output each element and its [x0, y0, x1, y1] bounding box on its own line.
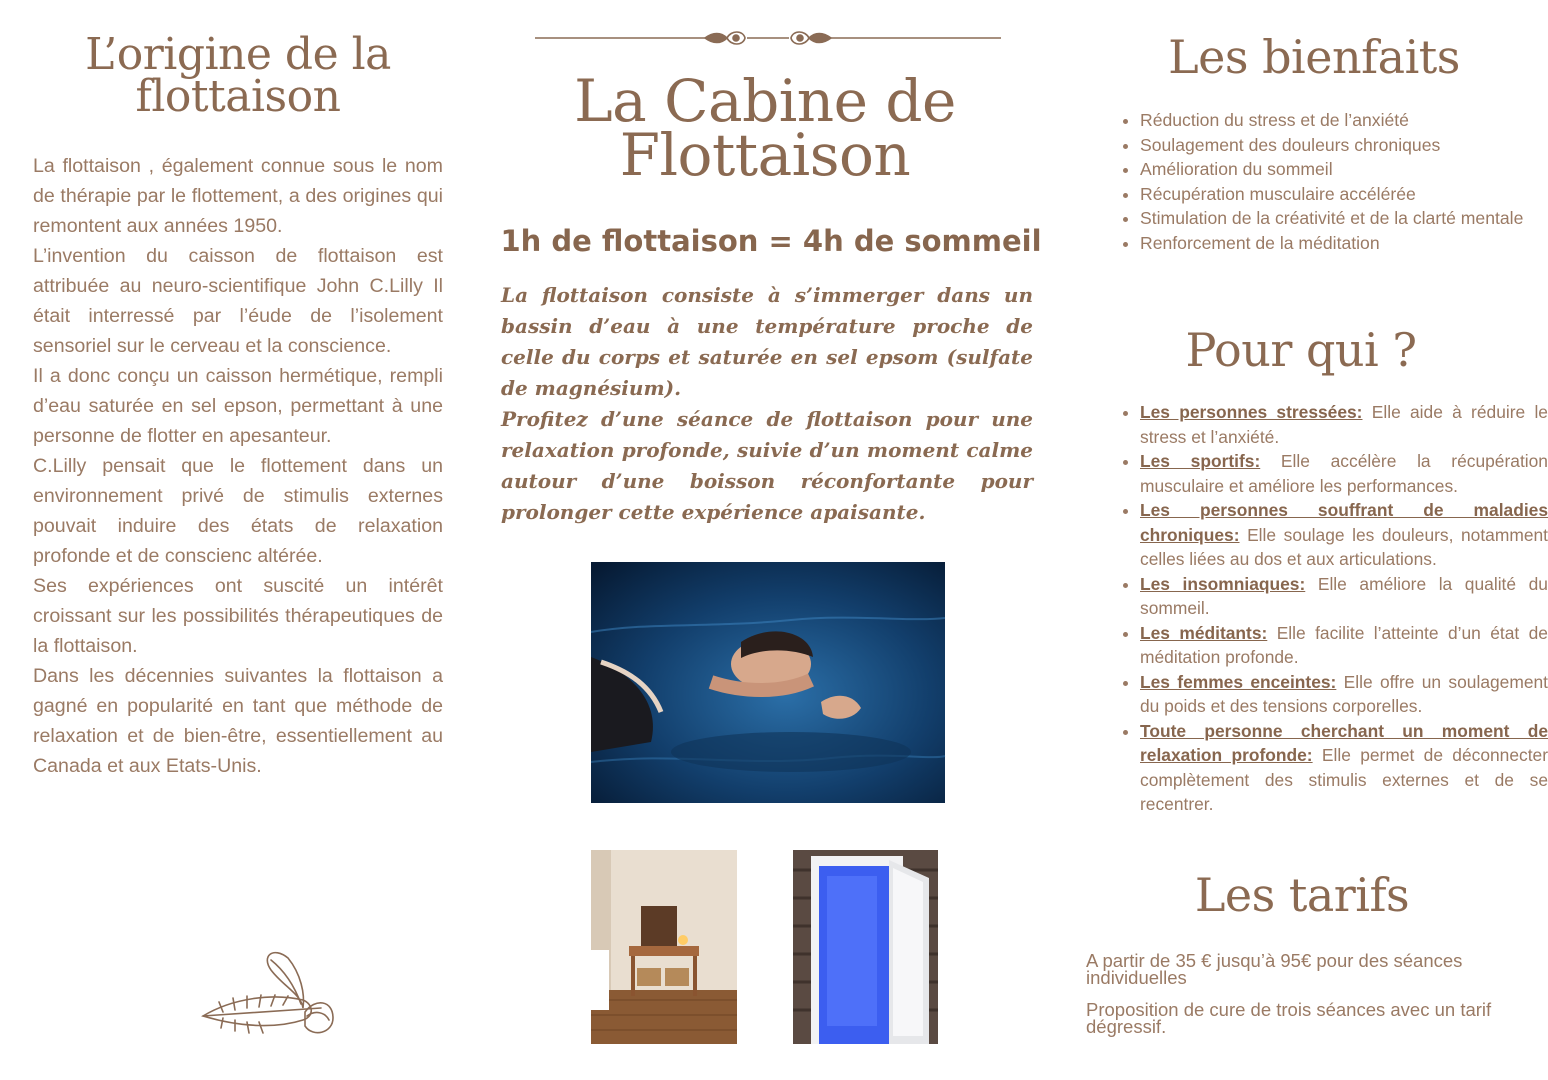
- cabin-description: [501, 280, 1033, 528]
- audience-title: Pour qui ?: [1185, 323, 1417, 377]
- origin-title-line1: L’origine de la: [85, 29, 391, 80]
- origin-title: [13, 29, 463, 122]
- list-item: [1140, 719, 1548, 817]
- origin-paragraph: Il a donc conçu un caisson hermétique, rempli d’eau saturée en sel epson, permettant à une personne de flotter en apesanteur.: [33, 365, 443, 447]
- audience-label: Les femmes enceintes:: [1140, 671, 1337, 692]
- origin-title-line2: flottaison: [135, 71, 341, 122]
- relaxation-room-photo: [591, 850, 737, 1044]
- description-paragraph: Profitez d’une séance de flottaison pour une relaxation profonde, suivie d’un moment calme autour d’une boisson réconfortante pour prolonger cette expérience apaisante.: [501, 407, 1033, 524]
- list-item: • Soulagement des douleurs chroniques: [1140, 133, 1528, 158]
- origin-paragraph: La flottaison , également connue sous le nom de thérapie par le flottement, a des origines qui remontent aux années 1950.: [33, 155, 443, 237]
- audience-text: Elle améliore la qualité du sommeil.: [1140, 573, 1548, 618]
- list-item: [1140, 572, 1548, 621]
- audience-list: [1108, 400, 1548, 817]
- audience-text: Elle permet de déconnecter complètement des stimulis externes et de se recentrer.: [1140, 745, 1548, 814]
- price-line: A partir de 35 € jusqu’à 95€ pour des séances individuelles: [1086, 950, 1463, 988]
- audience-text: Elle offre un soulagement du poids et des tensions corporelles.: [1140, 671, 1548, 716]
- pricing-title: Les tarifs: [1194, 868, 1410, 922]
- list-item: • Stimulation de la créativité et de la clarté mentale: [1140, 206, 1528, 231]
- origin-paragraph: L’invention du caisson de flottaison est attribuée au neuro-scientifique John C.Lilly Il était interressé par l’éude de l’isolement sensoriel sur le cerveau et la conscience.: [33, 245, 443, 357]
- origin-paragraph: C.Lilly pensait que le flottement dans un environnement privé de stimulis externes pouvait induire des états de relaxation profonde et de conscienc altérée.: [33, 455, 443, 567]
- origin-paragraph: Ses expériences ont suscité un intérêt croissant sur les possibilités thérapeutiques de la flottaison.: [33, 575, 443, 657]
- list-item: • Réduction du stress et de l’anxiété: [1140, 108, 1528, 133]
- ornament-divider-icon: [535, 26, 1001, 52]
- list-item: [1140, 449, 1548, 498]
- list-item: • Renforcement de la méditation: [1140, 231, 1528, 256]
- cabin-title: [495, 67, 1035, 189]
- description-paragraph: La flottaison consiste à s’immerger dans un bassin d’eau à une température proche de celle du corps et saturée en sel epsom (sulfate de magnésium).: [501, 283, 1033, 400]
- benefits-list: [1108, 108, 1528, 255]
- audience-label: Les personnes souffrant de maladies chroniques:: [1140, 500, 1548, 545]
- floating-woman-photo: [591, 562, 945, 803]
- audience-label: Les personnes stressées:: [1140, 402, 1363, 422]
- audience-label: Les sportifs:: [1140, 451, 1261, 471]
- list-item: • Récupération musculaire accélérée: [1140, 182, 1528, 207]
- float-cabin-photo: [793, 850, 938, 1044]
- audience-label: Les méditants:: [1140, 622, 1268, 643]
- tagline: 1h de flottaison = 4h de sommeil: [500, 224, 1042, 258]
- origin-body: [33, 151, 443, 781]
- cabin-title-line1: La Cabine de: [574, 67, 956, 135]
- audience-text: Elle soulage les douleurs, notamment celles liées au dos et aux articulations.: [1140, 524, 1548, 569]
- audience-label: Toute personne cherchant un moment de relaxation profonde:: [1140, 720, 1548, 765]
- cabin-title-line2: Flottaison: [619, 121, 911, 189]
- feather-icon: [193, 938, 343, 1048]
- list-item: [1140, 670, 1548, 719]
- audience-label: Les insomniaques:: [1140, 573, 1306, 594]
- benefits-title: Les bienfaits: [1168, 30, 1460, 84]
- audience-text: Elle aide à réduire le stress et l’anxiété.: [1140, 402, 1548, 447]
- price-line: Proposition de cure de trois séances avec un tarif dégressif.: [1086, 999, 1492, 1037]
- list-item: [1140, 498, 1548, 572]
- list-item: [1140, 400, 1548, 449]
- audience-text: Elle accélère la récupération musculaire et améliore les performances.: [1140, 451, 1548, 496]
- list-item: [1140, 621, 1548, 670]
- audience-text: Elle facilite l’atteinte d’un état de méditation profonde.: [1140, 622, 1548, 667]
- origin-paragraph: Dans les décennies suivantes la flottaison a gagné en popularité en tant que méthode de relaxation et de bien-être, essentiellement au Canada et aux Etats-Unis.: [33, 665, 443, 777]
- list-item: • Amélioration du sommeil: [1140, 157, 1528, 182]
